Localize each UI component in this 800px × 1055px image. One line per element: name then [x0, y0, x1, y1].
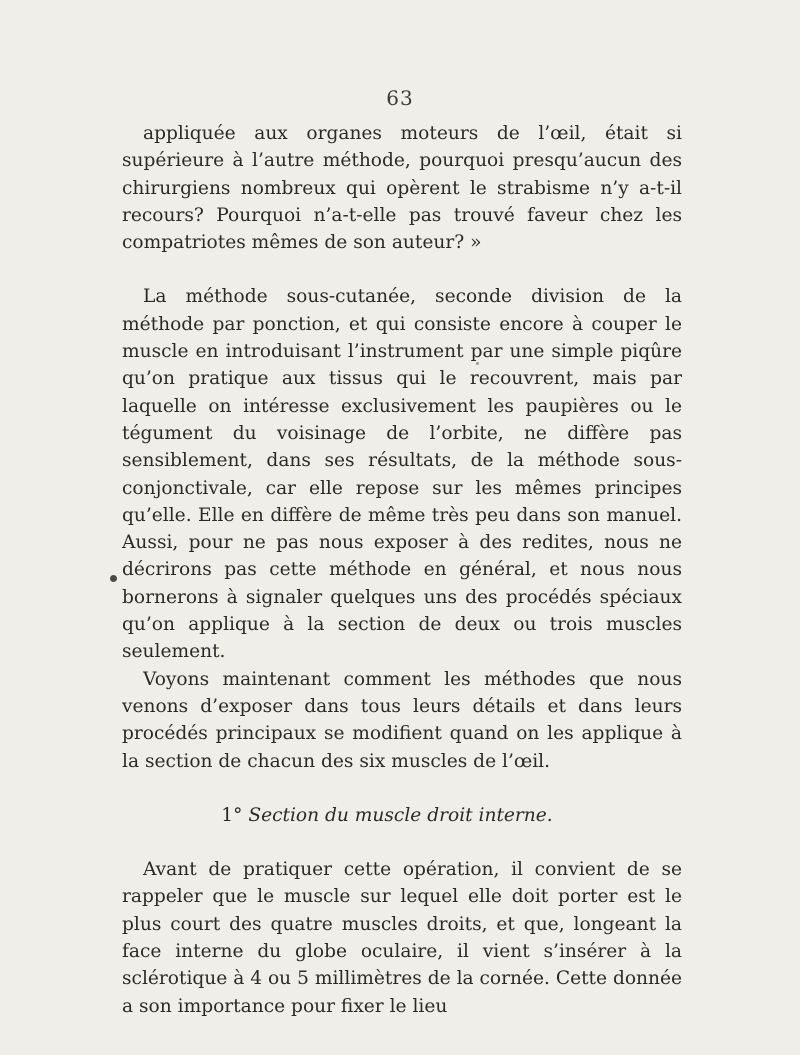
section-number: 1° [221, 804, 243, 826]
paragraph-continuation: appliquée aux organes moteurs de l’œil, était si supérieure à l’autre méthode, pourquoi presqu’aucun des chirurgiens nombreux qui opèrent le strabisme n’y a-t-il recours? Pourquoi n’a-t-elle pas trouvé faveur chez les compatriotes mêmes de son auteur? » [122, 123, 682, 254]
paragraph-gap [122, 829, 682, 856]
paragraph-subcutaneous-method: La méthode sous-cutanée, seconde division de la méthode par ponction, et qui consiste encore à couper le muscle en introduisant l’instrument par une simple piqûre qu’on pratique aux tissus qui le recouvrent, mais par laquelle on intéresse exclusivement les paupières ou le tégument du voisinage de l’orbite, ne diffère pas sensiblement, dans ses résultats, de la méthode sous-conjonctivale, car elle repose sur les mêmes principes qu’elle. Elle en diffère de même très peu dans son manuel. Aussi, pour ne pas nous exposer à des redites, nous ne décrirons pas cette méthode en général, et nous nous bornerons à signaler quelques uns des procédés spéciaux qu’on applique à la section de deux ou trois muscles seulement. [122, 286, 682, 663]
section-title: Section du muscle droit interne. [248, 804, 553, 826]
section-heading [122, 802, 682, 829]
paragraph-before-operating: Avant de pratiquer cette opération, il convient de se rappeler que le muscle sur lequel elle doit porter est le plus court des quatre muscles droits, et que, longeant la face interne du globe oculaire, il vient s’insérer à la sclérotique à 4 ou 5 millimètres de la cornée. Cette donnée a son importance pour fixer le lieu [122, 859, 682, 1017]
page-number: 63 [386, 86, 414, 110]
paragraph-gap [122, 775, 682, 802]
body-text [122, 120, 682, 1020]
ink-spot [110, 575, 117, 582]
paragraph-gap [122, 256, 682, 283]
paragraph-let-us-see: Voyons maintenant comment les méthodes que nous venons d’exposer dans tous leurs détails et dans leurs procédés principaux se modifient quand on les applique à la section de chacun des six muscles de l’œil. [122, 668, 682, 772]
ink-spot [476, 362, 479, 365]
